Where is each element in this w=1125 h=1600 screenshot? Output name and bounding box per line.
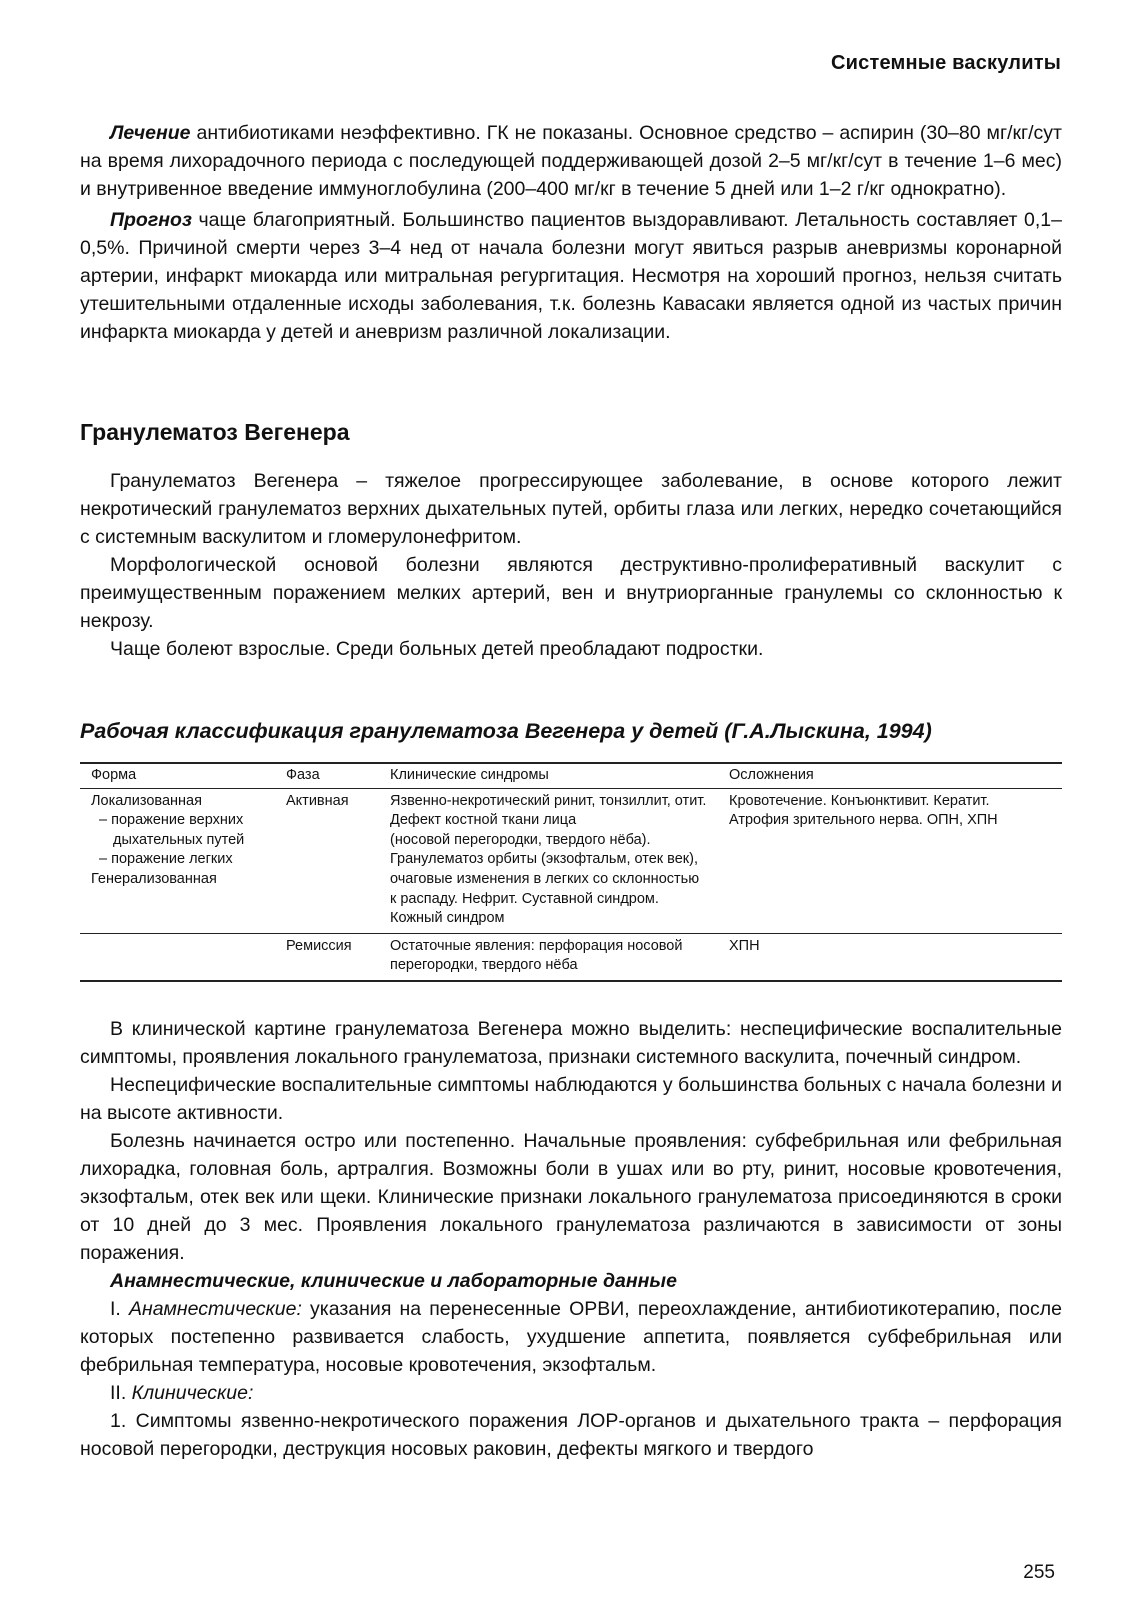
item1-label: I.: [110, 1298, 129, 1320]
section-heading: Гранулематоз Вегенера: [80, 419, 350, 445]
intro-block: [80, 119, 1062, 346]
syndrome-line: перегородки, твердого нёба: [390, 957, 578, 974]
complication-line: ХПН: [729, 937, 760, 954]
table-header-row: [80, 763, 1062, 788]
complication-line: Кровотечение. Конъюнктивит. Кератит.: [729, 792, 990, 809]
syndrome-line: Кожный синдром: [390, 910, 505, 927]
header-complications: Осложнения: [718, 763, 1062, 788]
syndrome-line: Язвенно-некротический ринит, тонзиллит, отит.: [390, 792, 707, 809]
running-header: Системные васкулиты: [831, 52, 1061, 74]
syndrome-line: Дефект костной ткани лица: [390, 812, 577, 829]
treatment-lead: Лечение: [110, 122, 191, 144]
item2-lead: Клинические:: [131, 1382, 254, 1404]
header-form: Форма: [80, 763, 275, 788]
cell-phase: Активная: [275, 788, 379, 933]
syndrome-line: очаговые изменения в легких со склонностью: [390, 870, 700, 887]
item1-lead: Анамнестические:: [128, 1298, 302, 1320]
subheading: Анамнестические, клинические и лабораторные данные: [110, 1270, 677, 1292]
body-paragraph-3: Болезнь начинается остро или постепенно. Начальные проявления: субфебрильная или фебрильная лихорадка, головная боль, артралгия. Возможны боли в ушах или во рту, ринит, носовые кровотечения, экзофтальм, отек век или щеки. Клинические признаки локального гранулематоза присоединяются в сроки от 10 дней до 3 мес. Проявления локального гранулематоза различаются в зависимости от зоны поражения.: [80, 1130, 1062, 1264]
prognosis-paragraph: [80, 206, 1062, 346]
prognosis-text: чаще благоприятный. Большинство пациентов выздоравливают. Летальность составляет 0,1–0,5%. Причиной смерти через 3–4 нед от начала болезни могут явиться разрыв аневризмы коронарной артерии, инфаркт миокарда или митральная регургитация. Несмотря на хороший прогноз, нельзя считать утешительными отдаленные исходы заболевания, т.к. болезнь Кавасаки является одной из частых причин инфаркта миокарда у детей и аневризм различной локализации.: [80, 209, 1062, 343]
item-clinical: [80, 1379, 1062, 1407]
treatment-text: антибиотиками неэффективно. ГК не показаны. Основное средство – аспирин (30–80 мг/кг/сут на время лихорадочного периода с последующей поддерживающей дозой 2–5 мг/кг/сут в течение 1–6 мес) и внутривенное введение иммуноглобулина (200–400 мг/кг в течение 5 дней или 1–2 г/кг однократно).: [80, 122, 1062, 200]
form-line: дыхательных путей: [113, 831, 245, 848]
cell-syndromes: [379, 788, 718, 933]
header-phase: Фаза: [275, 763, 379, 788]
form-line: Локализованная: [91, 792, 202, 809]
section-paragraph-3: Чаще болеют взрослые. Среди больных детей преобладают подростки.: [110, 638, 764, 660]
cell-form: [80, 788, 275, 933]
prognosis-lead: Прогноз: [110, 209, 192, 231]
syndrome-line: Остаточные явления: перфорация носовой: [390, 937, 683, 954]
item-clinical-1: 1. Симптомы язвенно-некротического поражения ЛОР-органов и дыхательного тракта – перфорация носовой перегородки, деструкция носовых раковин, дефекты мягкого и твердого: [80, 1410, 1062, 1460]
classification-table: [80, 762, 1062, 982]
table-title: Рабочая классификация гранулематоза Вегенера у детей (Г.А.Лыскина, 1994): [80, 719, 932, 743]
treatment-paragraph: [80, 119, 1062, 203]
item-anamnestic: [80, 1295, 1062, 1379]
section-paragraph-1: Гранулематоз Вегенера – тяжелое прогрессирующее заболевание, в основе которого лежит некротический гранулематоз верхних дыхательных путей, орбиты глаза или легких, нередко сочетающийся с системным васкулитом и гломерулонефритом.: [80, 470, 1062, 548]
section-intro: [80, 467, 1062, 663]
header-syndromes: Клинические синдромы: [379, 763, 718, 788]
cell-form: [80, 933, 275, 981]
item2-label: II.: [110, 1382, 132, 1404]
form-line: – поражение легких: [99, 851, 233, 868]
cell-phase: Ремиссия: [275, 933, 379, 981]
item1-text: указания на перенесенные ОРВИ, переохлаждение, антибиотикотерапию, после которых постепенно развивается слабость, ухудшение аппетита, появляется субфебрильная или фебрильная температура, носовые кровотечения, экзофтальм.: [80, 1298, 1062, 1376]
clinical-block: [80, 1015, 1062, 1463]
form-line: Генерализованная: [91, 870, 217, 887]
form-line: – поражение верхних: [99, 812, 244, 829]
syndrome-line: к распаду. Нефрит. Суставной синдром.: [390, 890, 659, 907]
page-number: 255: [1023, 1562, 1055, 1583]
section-paragraph-2: Морфологической основой болезни являются деструктивно-пролиферативный васкулит с преимущественным поражением мелких артерий, вен и внутриорганные гранулемы со склонностью к некрозу.: [80, 554, 1062, 632]
complication-line: Атрофия зрительного нерва. ОПН, ХПН: [729, 812, 998, 829]
body-paragraph-1: В клинической картине гранулематоза Вегенера можно выделить: неспецифические воспалительные симптомы, проявления локального гранулематоза, признаки системного васкулита, почечный синдром.: [80, 1018, 1062, 1068]
table-row: [80, 788, 1062, 933]
cell-syndromes: [379, 933, 718, 981]
body-paragraph-2: Неспецифические воспалительные симптомы наблюдаются у большинства больных с начала болезни и на высоте активности.: [80, 1074, 1062, 1124]
table-row: [80, 933, 1062, 981]
syndrome-line: Гранулематоз орбиты (экзофтальм, отек век),: [390, 851, 698, 868]
cell-complications: [718, 788, 1062, 933]
cell-complications: [718, 933, 1062, 981]
syndrome-line: (носовой перегородки, твердого нёба).: [390, 831, 651, 848]
